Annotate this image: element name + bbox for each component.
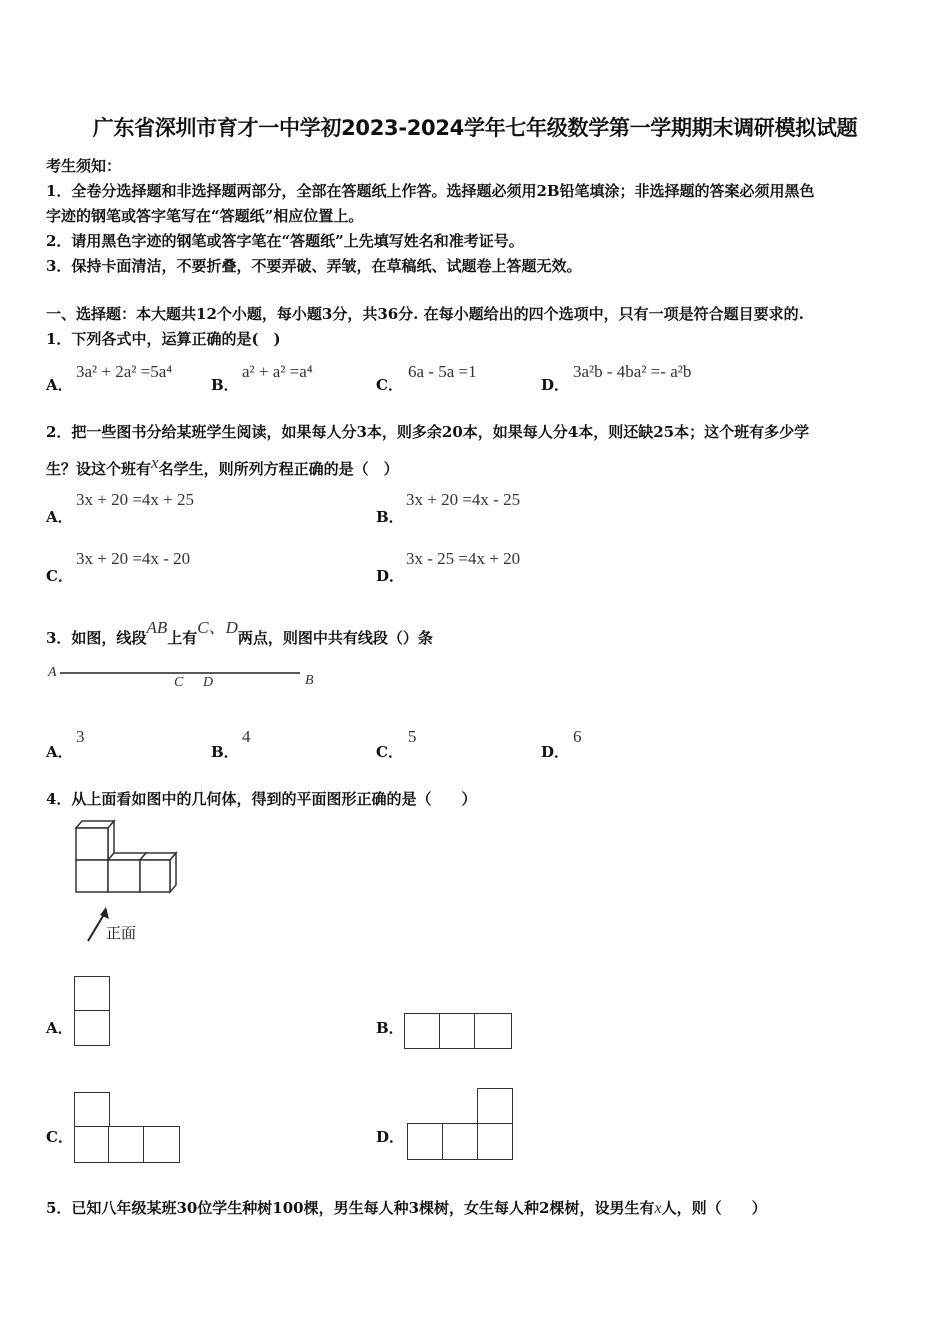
q4-b-cell-2: [439, 1013, 476, 1049]
q5-variable: x: [654, 1200, 662, 1217]
q4-d-cell-bottom-1: [407, 1123, 444, 1160]
q2-label-d[interactable]: D．: [376, 567, 405, 585]
q4-d-cell-top: [477, 1088, 513, 1125]
q3-segment-figure: [46, 664, 326, 696]
q1-option-b: a² + a² =a⁴: [242, 362, 313, 381]
page-title: 广东省深圳市育才一中学初2023-2024学年七年级数学第一学期期末调研模拟试题: [92, 116, 858, 140]
q3-option-b: 4: [242, 727, 251, 746]
q2-label-c[interactable]: C．: [46, 567, 73, 585]
q1-option-a: 3a² + 2a² =5a⁴: [76, 362, 173, 381]
q2-label-b[interactable]: B．: [376, 508, 404, 526]
q5-stem-part2: 人，则（ ）: [661, 1199, 767, 1217]
q4-label-b[interactable]: B．: [376, 1019, 404, 1037]
notice-line-1b: 字迹的钢笔或答字笔写在“答题纸”相应位置上。: [46, 207, 364, 225]
q3-option-a: 3: [76, 727, 85, 746]
q3-stem-part1: 3．如图，线段: [46, 629, 147, 647]
q2-option-b: 3x + 20 =4x - 25: [406, 490, 521, 509]
q3-label-point-a: A: [48, 665, 57, 680]
q4-label-c[interactable]: C．: [46, 1128, 73, 1146]
q2-stem-line1: 2．把一些图书分给某班学生阅读，如果每人分3本，则多余20本，如果每人分4本，则还缺25本；这个班有多少学: [46, 423, 810, 441]
q3-line-svg: [46, 664, 326, 696]
q1-stem: 1．下列各式中，运算正确的是( ): [46, 330, 281, 348]
q4-d-cell-bottom-3: [477, 1123, 513, 1160]
q4-b-cell-3: [474, 1013, 512, 1049]
q2-option-a: 3x + 20 =4x + 25: [76, 490, 195, 509]
q4-label-a[interactable]: A．: [46, 1019, 73, 1037]
q4-option-c-shape: [74, 1092, 180, 1163]
q4-c-cell-top: [74, 1092, 110, 1128]
section-heading: 一、选择题：本大题共12个小题，每小题3分，共36分. 在每小题给出的四个选项中，只有一项是符合题目要求的.: [46, 305, 804, 323]
q3-stem: [46, 618, 433, 648]
q3-label-point-b: B: [305, 673, 314, 688]
q3-label-d[interactable]: D．: [541, 743, 570, 761]
q2-option-c: 3x + 20 =4x - 20: [76, 549, 191, 568]
q4-b-cell-1: [404, 1013, 441, 1049]
q3-label-c[interactable]: C．: [376, 743, 403, 761]
q5-stem: [46, 1197, 767, 1218]
notice-line-3: 3．保持卡面清洁，不要折叠，不要弄破、弄皱，在草稿纸、试题卷上答题无效。: [46, 257, 582, 275]
q4-option-a-shape: [74, 976, 110, 1046]
notice-line-2: 2．请用黑色字迹的钢笔或答字笔在“答题纸”上先填写姓名和准考证号。: [46, 232, 524, 250]
q2-option-d: 3x - 25 =4x + 20: [406, 549, 521, 568]
q4-a-cell-bottom: [74, 1010, 110, 1046]
q2-label-a[interactable]: A．: [46, 508, 73, 526]
q2-stem-line2: [46, 453, 399, 479]
q3-points: C、D: [197, 618, 238, 637]
q4-option-d-shape: [407, 1088, 513, 1160]
q1-label-b[interactable]: B．: [211, 376, 239, 394]
q3-stem-part3: 两点，则图中共有线段（）条: [237, 629, 433, 647]
q4-a-cell-top: [74, 976, 110, 1012]
q4-c-cell-bottom-1: [74, 1126, 110, 1163]
q4-c-cell-bottom-2: [108, 1126, 145, 1163]
q3-option-d: 6: [573, 727, 582, 746]
q2-variable: x: [151, 453, 159, 472]
q4-solid-figure: [66, 815, 178, 947]
q2-stem-part2: 名学生，则所列方程正确的是（ ）: [158, 460, 399, 478]
q3-stem-part2: 上有: [167, 629, 198, 647]
q3-label-point-d: D: [203, 675, 214, 690]
q4-option-b-shape: [404, 1013, 512, 1049]
q1-option-d: 3a²b - 4ba² =- a²b: [573, 362, 692, 381]
q4-d-cell-bottom-2: [442, 1123, 479, 1160]
q3-label-a[interactable]: A．: [46, 743, 73, 761]
q3-label-point-c: C: [174, 675, 184, 690]
q3-label-b[interactable]: B．: [211, 743, 239, 761]
q1-label-a[interactable]: A．: [46, 376, 73, 394]
q4-c-cell-bottom-3: [143, 1126, 180, 1163]
q2-stem-part1: 生？设这个班有: [46, 460, 152, 478]
q5-stem-part1: 5．已知八年级某班30位学生种树100棵，男生每人种3棵树，女生每人种2棵树，设男生有: [46, 1199, 655, 1217]
q4-front-label: 正面: [106, 924, 137, 942]
notice-line-1a: 1．全卷分选择题和非选择题两部分，全部在答题纸上作答。选择题必须用2B铅笔填涂；非选择题的答案必须用黑色: [46, 182, 815, 200]
notice-heading: 考生须知：: [46, 157, 122, 175]
q3-option-c: 5: [408, 727, 417, 746]
q1-option-c: 6a - 5a =1: [408, 362, 477, 381]
q3-segment: AB: [146, 618, 168, 637]
q4-stem: 4．从上面看如图中的几何体，得到的平面图形正确的是（ ）: [46, 790, 477, 808]
q1-label-c[interactable]: C．: [376, 376, 403, 394]
q4-label-d[interactable]: D．: [376, 1128, 405, 1146]
q1-label-d[interactable]: D．: [541, 376, 570, 394]
